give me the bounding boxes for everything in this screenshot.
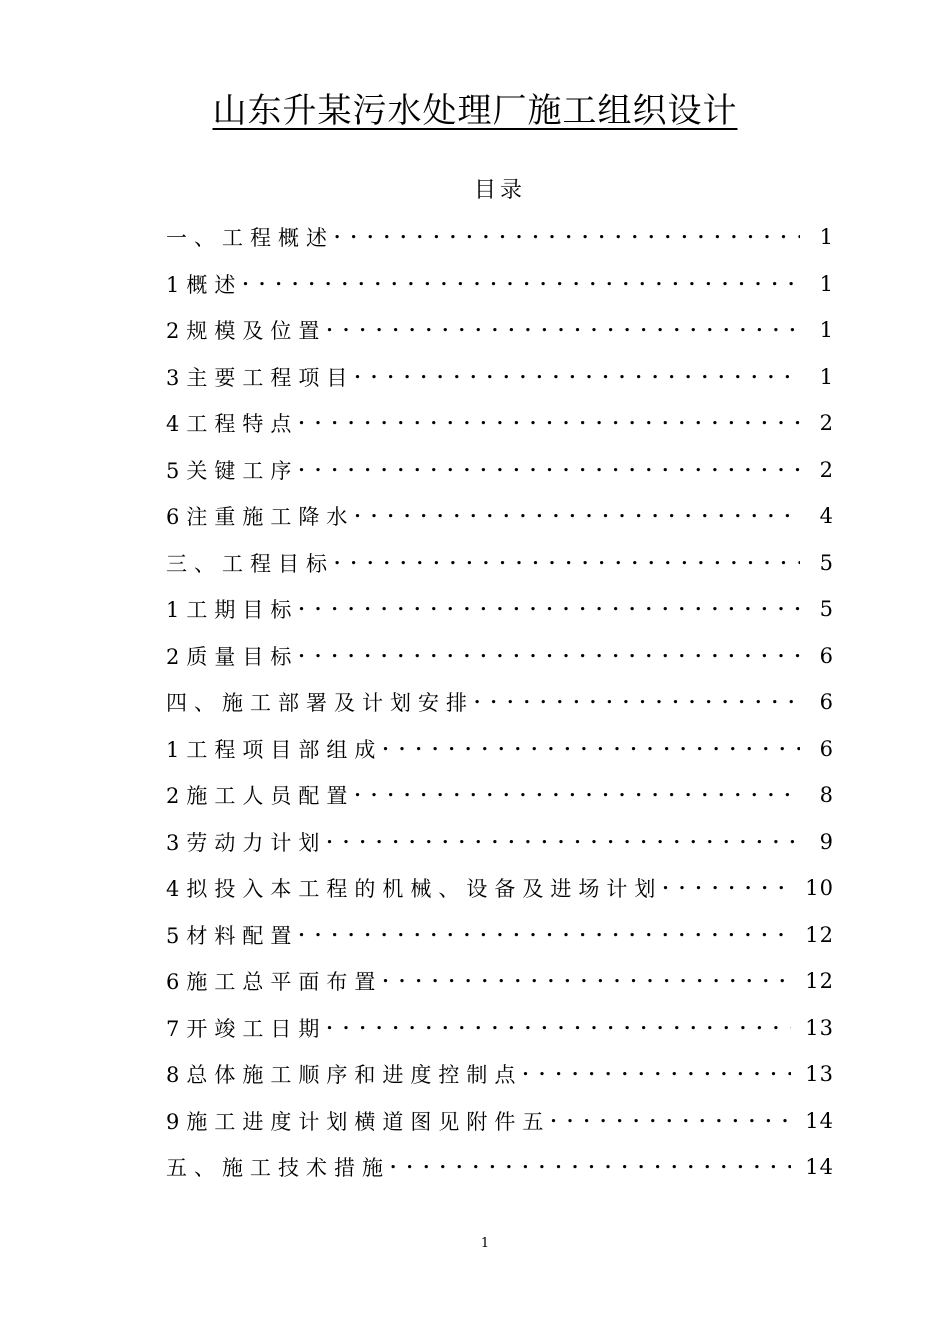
- toc-entry-label: 一、工程概述: [166, 226, 334, 251]
- toc-entry-page: 5: [819, 550, 834, 575]
- toc-entry-label: 1概述: [166, 272, 243, 297]
- toc-leader-dots: [298, 923, 791, 947]
- toc-entry-page: 10: [805, 876, 834, 901]
- toc-entry-label: 2质量目标: [166, 644, 299, 669]
- toc-entry-label: 8总体施工顺序和进度控制点: [166, 1063, 523, 1088]
- toc-entry-label: 1工程项目部组成: [166, 737, 383, 762]
- toc-entry[interactable]: [166, 540, 834, 587]
- toc-entry-label: 5材料配置: [166, 923, 299, 948]
- toc-entry-page: 9: [819, 829, 834, 854]
- toc-leader-dots: [382, 969, 791, 993]
- toc-entry-label: 3主要工程项目: [166, 365, 355, 390]
- toc-heading: 目录: [473, 178, 526, 203]
- toc-entry[interactable]: [166, 307, 834, 354]
- toc-leader-dots: [334, 225, 800, 249]
- toc-entry-page: 14: [805, 1108, 834, 1133]
- toc-leader-dots: [354, 783, 800, 807]
- toc-leader-dots: [474, 690, 800, 714]
- toc-entry-label: 7开竣工日期: [166, 1016, 327, 1041]
- toc-entry[interactable]: [166, 1051, 834, 1098]
- toc-entry-page: 2: [819, 457, 834, 482]
- toc-entry[interactable]: [166, 633, 834, 680]
- toc-entry-label: 2施工人员配置: [166, 784, 355, 809]
- toc-entry-page: 1: [819, 364, 834, 389]
- document-title: [0, 88, 950, 134]
- toc-entry-label: 9施工进度计划横道图见附件五: [166, 1109, 551, 1134]
- toc-entry[interactable]: [166, 958, 834, 1005]
- toc-leader-dots: [326, 1016, 791, 1040]
- toc-entry[interactable]: [166, 679, 834, 726]
- toc-entry-label: 5关键工序: [166, 458, 299, 483]
- toc-entry-label: 6施工总平面布置: [166, 970, 383, 995]
- toc-entry-label: 1工期目标: [166, 598, 299, 623]
- toc-leader-dots: [334, 551, 800, 575]
- toc-leader-dots: [550, 1109, 791, 1133]
- toc-entry-page: 6: [819, 643, 834, 668]
- table-of-contents: [166, 214, 834, 1191]
- toc-entry-page: 12: [805, 922, 834, 947]
- toc-entry-page: 4: [819, 504, 834, 529]
- toc-leader-dots: [382, 737, 800, 761]
- toc-entry-page: 6: [819, 690, 834, 715]
- page-number: 1: [480, 1236, 490, 1251]
- toc-leader-dots: [390, 1155, 791, 1179]
- toc-entry-label: 3劳动力计划: [166, 830, 327, 855]
- toc-entry-page: 13: [805, 1015, 834, 1040]
- toc-entry-page: 1: [819, 318, 834, 343]
- toc-entry-page: 12: [805, 969, 834, 994]
- toc-entry[interactable]: [166, 865, 834, 912]
- toc-entry-label: 三、工程目标: [166, 551, 334, 576]
- toc-entry-page: 8: [819, 783, 834, 808]
- toc-entry[interactable]: [166, 1144, 834, 1191]
- toc-entry[interactable]: [166, 912, 834, 959]
- toc-leader-dots: [522, 1062, 791, 1086]
- toc-entry[interactable]: [166, 1098, 834, 1145]
- toc-entry-label: 4拟投入本工程的机械、设备及进场计划: [166, 877, 663, 902]
- toc-entry-label: 四、施工部署及计划安排: [166, 691, 474, 716]
- toc-entry[interactable]: [166, 1005, 834, 1052]
- toc-entry-page: 6: [819, 736, 834, 761]
- document-title-text: 山东升某污水处理厂施工组织设计: [212, 91, 738, 131]
- toc-leader-dots: [298, 644, 800, 668]
- toc-entry-label: 4工程特点: [166, 412, 299, 437]
- toc-leader-dots: [326, 318, 800, 342]
- toc-leader-dots: [326, 830, 800, 854]
- toc-entry[interactable]: [166, 493, 834, 540]
- toc-entry[interactable]: [166, 586, 834, 633]
- toc-leader-dots: [298, 411, 800, 435]
- toc-entry-page: 2: [819, 411, 834, 436]
- toc-entry-page: 13: [805, 1062, 834, 1087]
- toc-leader-dots: [298, 458, 800, 482]
- toc-leader-dots: [298, 597, 800, 621]
- toc-entry-page: 5: [819, 597, 834, 622]
- toc-entry-page: 14: [805, 1155, 834, 1180]
- toc-entry[interactable]: [166, 214, 834, 261]
- toc-entry[interactable]: [166, 726, 834, 773]
- toc-entry-label: 五、施工技术措施: [166, 1156, 390, 1181]
- toc-entry[interactable]: [166, 354, 834, 401]
- toc-leader-dots: [662, 876, 791, 900]
- toc-entry[interactable]: [166, 819, 834, 866]
- toc-entry[interactable]: [166, 447, 834, 494]
- toc-leader-dots: [354, 365, 800, 389]
- toc-entry[interactable]: [166, 261, 834, 308]
- toc-leader-dots: [242, 272, 800, 296]
- toc-entry[interactable]: [166, 772, 834, 819]
- toc-entry-label: 2规模及位置: [166, 319, 327, 344]
- toc-entry-page: 1: [819, 225, 834, 250]
- toc-entry[interactable]: [166, 400, 834, 447]
- toc-entry-label: 6注重施工降水: [166, 505, 355, 530]
- toc-leader-dots: [354, 504, 800, 528]
- toc-entry-page: 1: [819, 271, 834, 296]
